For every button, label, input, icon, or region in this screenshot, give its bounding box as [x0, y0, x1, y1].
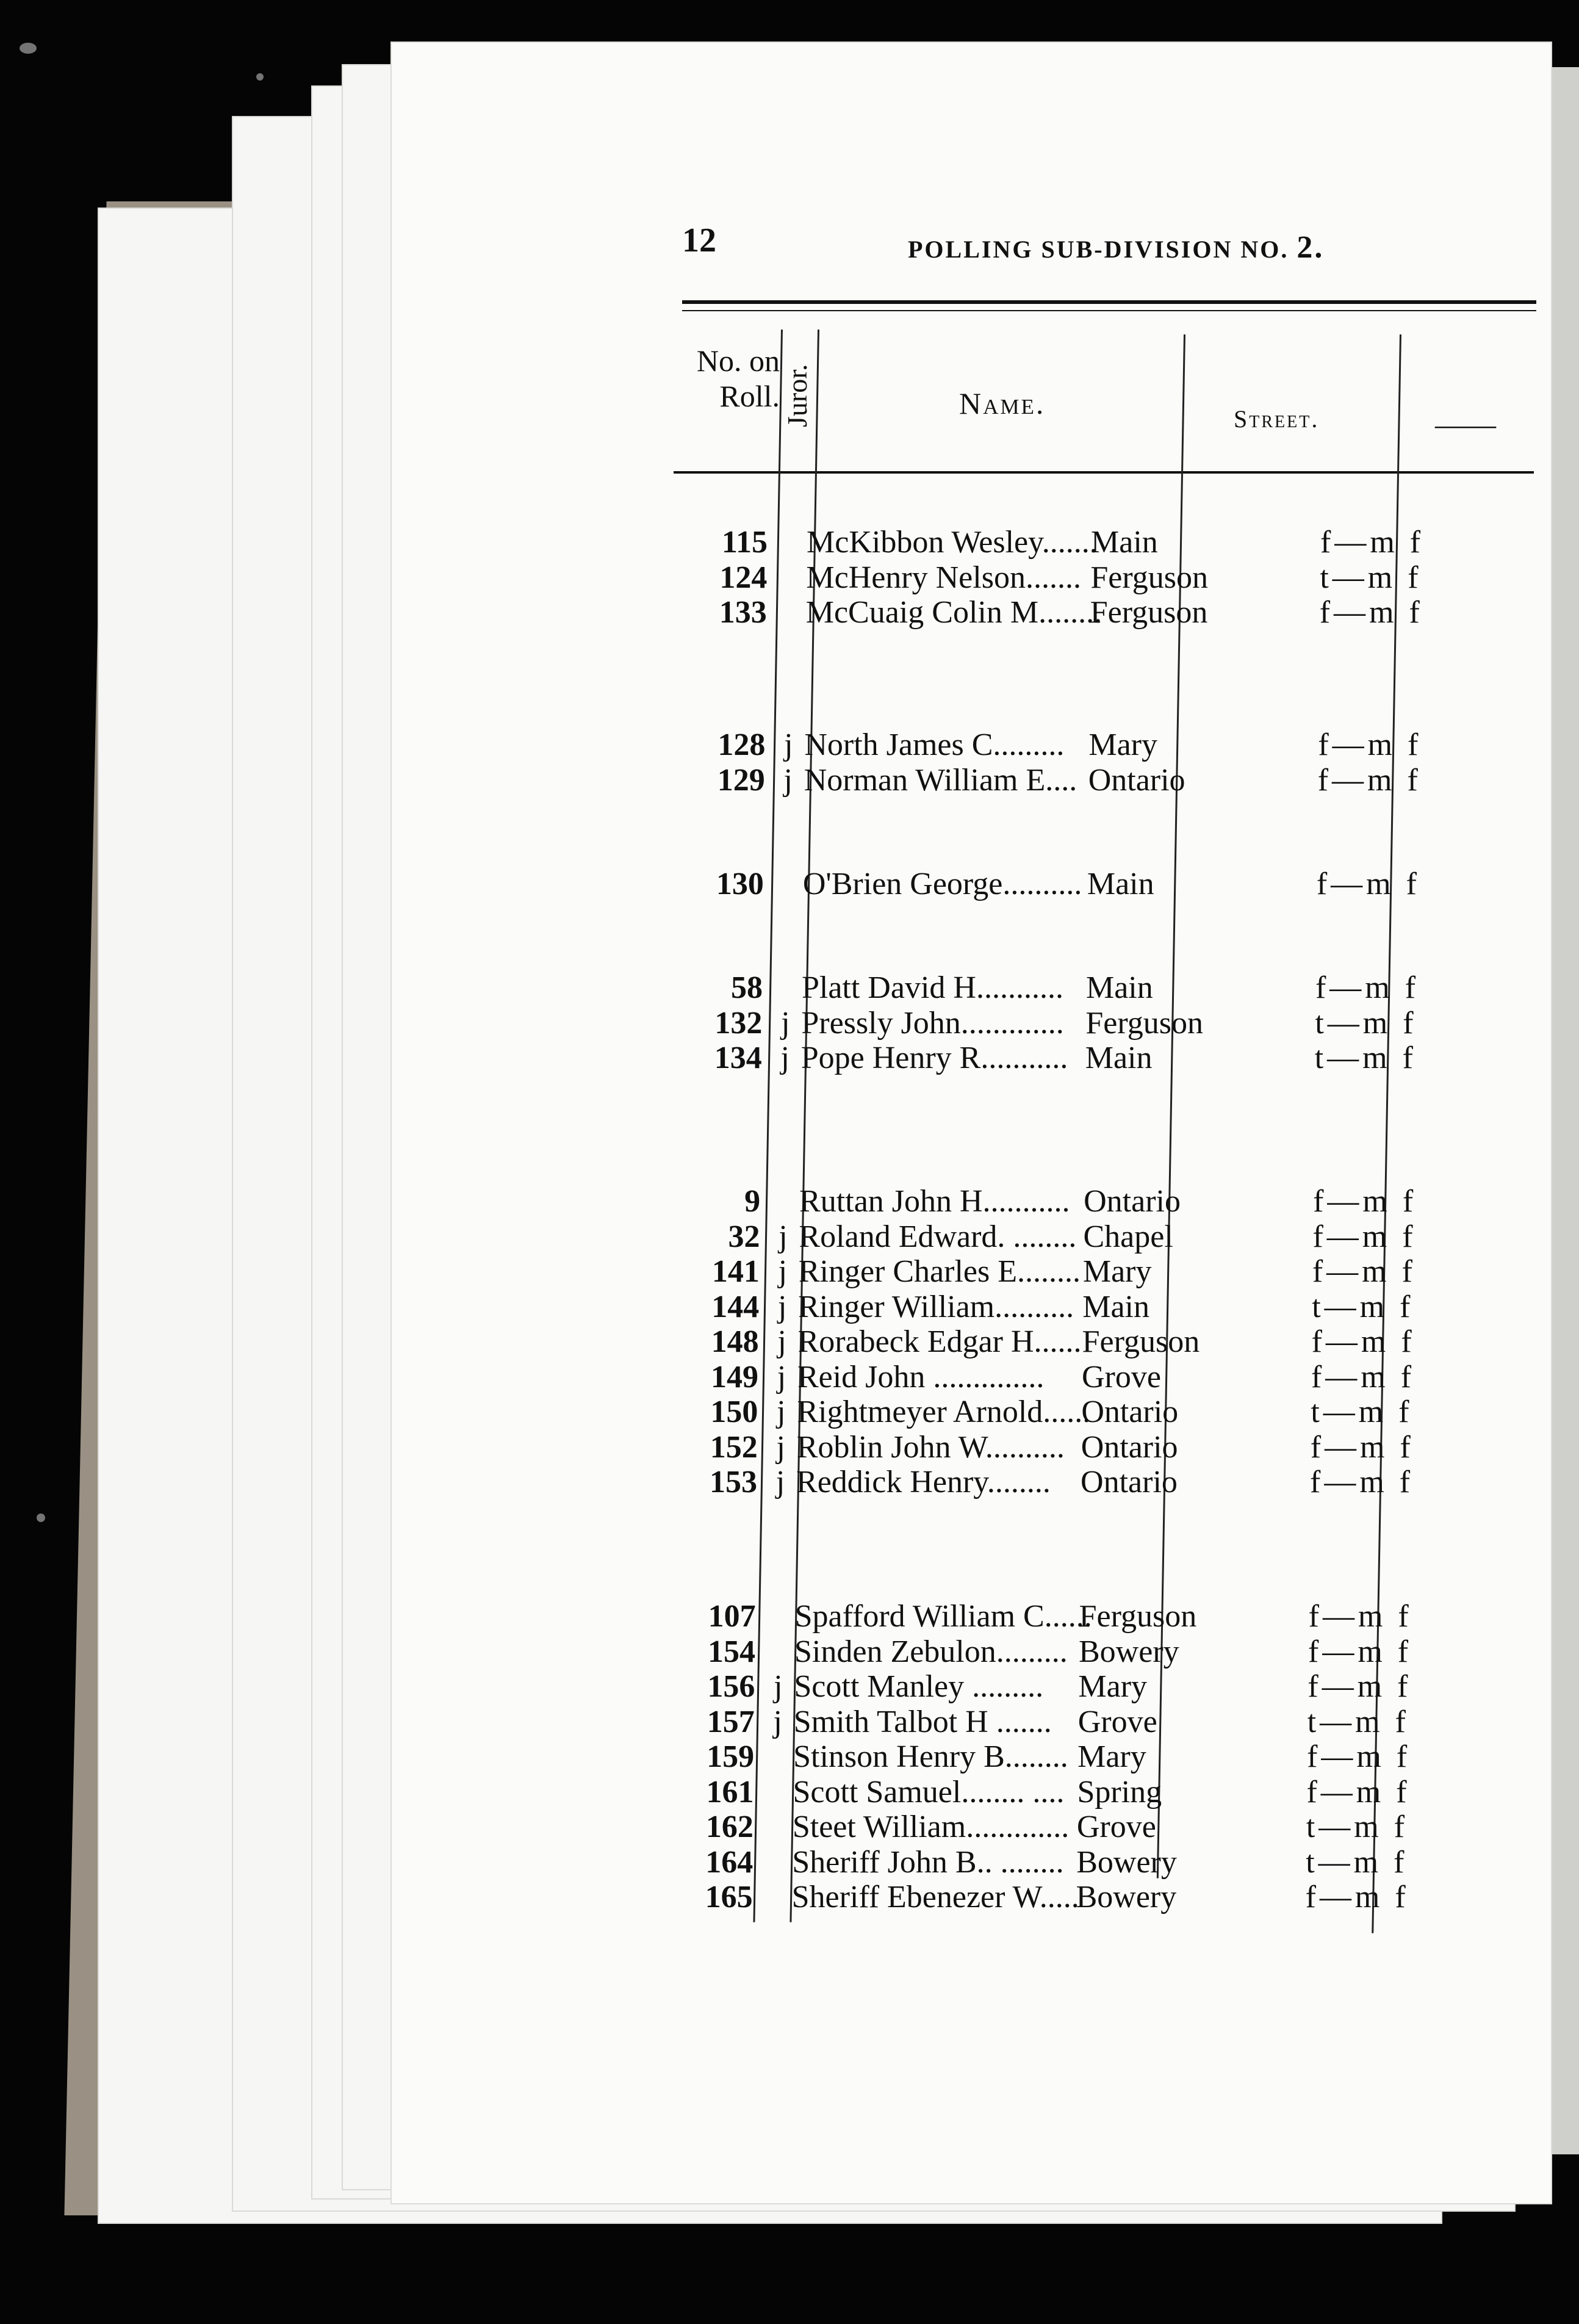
voter-name: Reddick Henry........ [796, 1465, 1051, 1499]
voter-name: Ringer William.......... [798, 1289, 1074, 1324]
voter-name: McCuaig Colin M........ [805, 595, 1102, 630]
roll-entry [669, 1290, 1480, 1325]
voter-name: Scott Samuel........ .... [793, 1774, 1065, 1810]
roll-entry [675, 727, 1486, 763]
roll-entry [663, 1775, 1475, 1810]
roll-entry [677, 595, 1488, 630]
qualification: t—m f [1315, 1005, 1417, 1041]
roll-number: 32 [728, 1219, 760, 1254]
street-name: Spring [1077, 1774, 1162, 1810]
roll-entry [669, 1324, 1480, 1360]
roll-number: 128 [718, 727, 766, 762]
header-rule [682, 310, 1536, 311]
street-name: Ontario [1081, 1465, 1178, 1499]
street-name: Ontario [1084, 1184, 1181, 1219]
roll-number: 164 [705, 1844, 754, 1880]
column-header-rule [674, 471, 1534, 474]
street-name: Bowery [1079, 1634, 1179, 1669]
roll-entry [667, 1395, 1479, 1430]
street-name: Grove [1076, 1810, 1156, 1844]
roll-entry [672, 1041, 1483, 1076]
voter-name: Rightmeyer Arnold...... [797, 1395, 1091, 1429]
roll-number: 159 [707, 1739, 755, 1774]
juror-mark: j [776, 1429, 785, 1465]
juror-mark: j [777, 1359, 786, 1395]
voter-name: Steet William............. [792, 1810, 1070, 1844]
voter-name: Pressly John............. [801, 1005, 1064, 1041]
roll-entry [674, 867, 1485, 902]
roll-number: 130 [716, 867, 764, 901]
voter-name: Spafford William C...... [794, 1599, 1092, 1634]
roll-entry [669, 1254, 1481, 1290]
roll-entry [667, 1430, 1479, 1465]
roll-entry [677, 525, 1489, 560]
voter-name: McHenry Nelson....... [806, 560, 1081, 595]
qualification: f—m f [1308, 1634, 1412, 1669]
juror-mark: j [779, 1219, 788, 1254]
voter-name: Roland Edward. ........ [799, 1219, 1077, 1254]
juror-mark: j [783, 762, 793, 798]
running-title [908, 229, 1324, 265]
street-name: Main [1082, 1289, 1149, 1324]
voter-name: Scott Manley ......... [794, 1669, 1044, 1704]
roll-number: 115 [721, 525, 768, 560]
qualification: t—m f [1312, 1289, 1414, 1324]
column-header-street: Street. [1234, 405, 1320, 433]
street-name: Chapel [1083, 1219, 1173, 1254]
juror-mark: j [777, 1395, 786, 1429]
roll-number: 58 [730, 970, 763, 1005]
street-name: Bowery [1076, 1880, 1177, 1914]
voter-name: Pope Henry R........... [800, 1041, 1068, 1075]
dust-speck [20, 43, 37, 54]
street-name: Ontario [1081, 1395, 1179, 1429]
juror-mark: j [774, 1669, 783, 1704]
voter-name: North James C......... [804, 727, 1065, 762]
qualification: t—m f [1306, 1810, 1409, 1844]
column-header-juror: Juror. [782, 364, 813, 427]
qualification: f—m f [1306, 1774, 1411, 1810]
street-name: Bowery [1076, 1844, 1177, 1880]
roll-number: 9 [744, 1184, 761, 1219]
voter-name: Stinson Henry B........ [793, 1739, 1068, 1774]
juror-mark: j [773, 1704, 782, 1739]
voter-name: Sinden Zebulon......... [794, 1634, 1068, 1669]
voter-name: Rorabeck Edgar H...... [797, 1324, 1082, 1359]
roll-number: 153 [710, 1465, 758, 1499]
juror-mark: j [781, 1005, 790, 1041]
qualification: t—m f [1320, 560, 1422, 595]
street-name: Ferguson [1090, 595, 1208, 630]
column-header-roll [676, 343, 780, 414]
roll-number: 132 [714, 1005, 763, 1041]
roll-entry [665, 1634, 1476, 1670]
page-header [682, 221, 1548, 270]
qualification: f—m f [1313, 1184, 1417, 1219]
qualification: f—m f [1307, 1739, 1411, 1774]
roll-entry [663, 1810, 1475, 1845]
qualification: f—m f [1315, 970, 1420, 1005]
roll-entry [663, 1880, 1474, 1915]
street-name: Ferguson [1090, 560, 1208, 595]
juror-mark: j [777, 1324, 786, 1359]
dust-speck [37, 1514, 45, 1522]
juror-mark: j [784, 727, 793, 762]
roll-number: 148 [711, 1324, 759, 1359]
running-title-number: 2. [1297, 230, 1325, 265]
voter-name: Sheriff Ebenezer W..... [791, 1880, 1079, 1914]
voter-name: Reid John .............. [797, 1359, 1045, 1395]
qualification: f—m f [1312, 1219, 1417, 1254]
qualification: t—m f [1314, 1041, 1417, 1075]
street-name: Mary [1082, 1254, 1152, 1289]
roll-number: 161 [706, 1774, 754, 1810]
roll-number: 134 [714, 1041, 762, 1075]
qualification: f—m f [1310, 1429, 1414, 1465]
roll-entry [677, 560, 1488, 596]
roll-entry [669, 1219, 1481, 1255]
qualification: f—m f [1312, 1254, 1416, 1289]
roll-number: 124 [719, 560, 768, 595]
qualification: f—m f [1310, 1465, 1414, 1499]
street-name: Ferguson [1085, 1005, 1203, 1041]
voter-name: Sheriff John B.. ........ [792, 1844, 1064, 1880]
street-name: Ontario [1088, 762, 1185, 798]
roll-entry [664, 1705, 1476, 1740]
juror-mark: j [780, 1041, 790, 1075]
street-name: Mary [1078, 1669, 1148, 1704]
roll-number: 165 [705, 1880, 753, 1914]
roll-number: 152 [710, 1429, 758, 1465]
roll-number: 129 [717, 762, 765, 798]
voter-name: Platt David H........... [801, 970, 1063, 1005]
roll-entry [670, 1184, 1481, 1219]
roll-number: 144 [711, 1289, 760, 1324]
qualification: f—m f [1320, 525, 1425, 560]
voter-name: O'Brien George.......... [802, 867, 1082, 901]
qualification: t—m f [1306, 1844, 1408, 1880]
roll-entry [675, 763, 1486, 798]
qualification: f—m f [1311, 1359, 1415, 1395]
voter-name: Roblin John W.......... [796, 1429, 1065, 1465]
page-number: 12 [682, 222, 716, 259]
column-header-roll-line2: Roll. [719, 379, 780, 413]
voter-name: Smith Talbot H ....... [793, 1704, 1052, 1739]
street-name: Ferguson [1082, 1324, 1200, 1359]
roll-entry [666, 1599, 1477, 1634]
qualification: t—m f [1311, 1395, 1413, 1429]
roll-number: 150 [710, 1395, 758, 1429]
roll-entry [667, 1465, 1478, 1500]
column-header-roll-line1: No. on [696, 344, 780, 378]
qualification: f—m f [1305, 1880, 1409, 1914]
street-name: Main [1091, 525, 1158, 560]
street-name: Main [1085, 1041, 1153, 1075]
voter-name: Norman William E.... [804, 762, 1077, 798]
street-name: Ferguson [1079, 1599, 1197, 1634]
roll-number: 149 [710, 1359, 758, 1395]
column-header-name: Name. [959, 386, 1046, 420]
roll-number: 156 [707, 1669, 755, 1704]
running-title-text: POLLING SUB-DIVISION NO. [908, 236, 1289, 263]
qualification: f—m f [1316, 867, 1420, 901]
qualification: f—m f [1317, 762, 1422, 798]
voter-name: McKibbon Wesley....... [807, 525, 1098, 560]
roll-entry [668, 1360, 1480, 1395]
roll-number: 133 [719, 595, 767, 630]
roll-number: 141 [711, 1254, 760, 1289]
roll-number: 157 [707, 1704, 755, 1739]
roll-number: 162 [705, 1810, 754, 1844]
qualification: f—m f [1319, 595, 1423, 630]
qualification: f—m f [1308, 1599, 1412, 1634]
street-name: Mary [1088, 727, 1157, 762]
street-name: Mary [1077, 1739, 1146, 1774]
dust-speck [256, 73, 264, 81]
street-name: Grove [1077, 1704, 1157, 1739]
street-name: Main [1085, 970, 1153, 1005]
roll-entry [664, 1669, 1476, 1705]
juror-mark: j [777, 1289, 787, 1324]
roll-entry [672, 1006, 1483, 1041]
street-name: Main [1087, 867, 1154, 901]
street-name: Ontario [1081, 1429, 1178, 1465]
roll-entry [664, 1739, 1475, 1775]
column-header-blank: —— [1435, 407, 1496, 441]
roll-entry [672, 970, 1484, 1006]
qualification: t—m f [1307, 1704, 1409, 1739]
roll-entry [663, 1845, 1474, 1880]
qualification: f—m f [1311, 1324, 1415, 1359]
street-name: Grove [1081, 1359, 1161, 1395]
juror-mark: j [775, 1465, 785, 1499]
qualification: f—m f [1318, 727, 1422, 762]
juror-mark: j [778, 1254, 788, 1289]
header-rule [682, 300, 1536, 304]
voter-name: Ruttan John H........... [799, 1184, 1070, 1219]
voter-name: Ringer Charles E........ [798, 1254, 1081, 1289]
qualification: f—m f [1307, 1669, 1412, 1704]
roll-number: 107 [708, 1599, 756, 1634]
roll-number: 154 [708, 1634, 755, 1669]
